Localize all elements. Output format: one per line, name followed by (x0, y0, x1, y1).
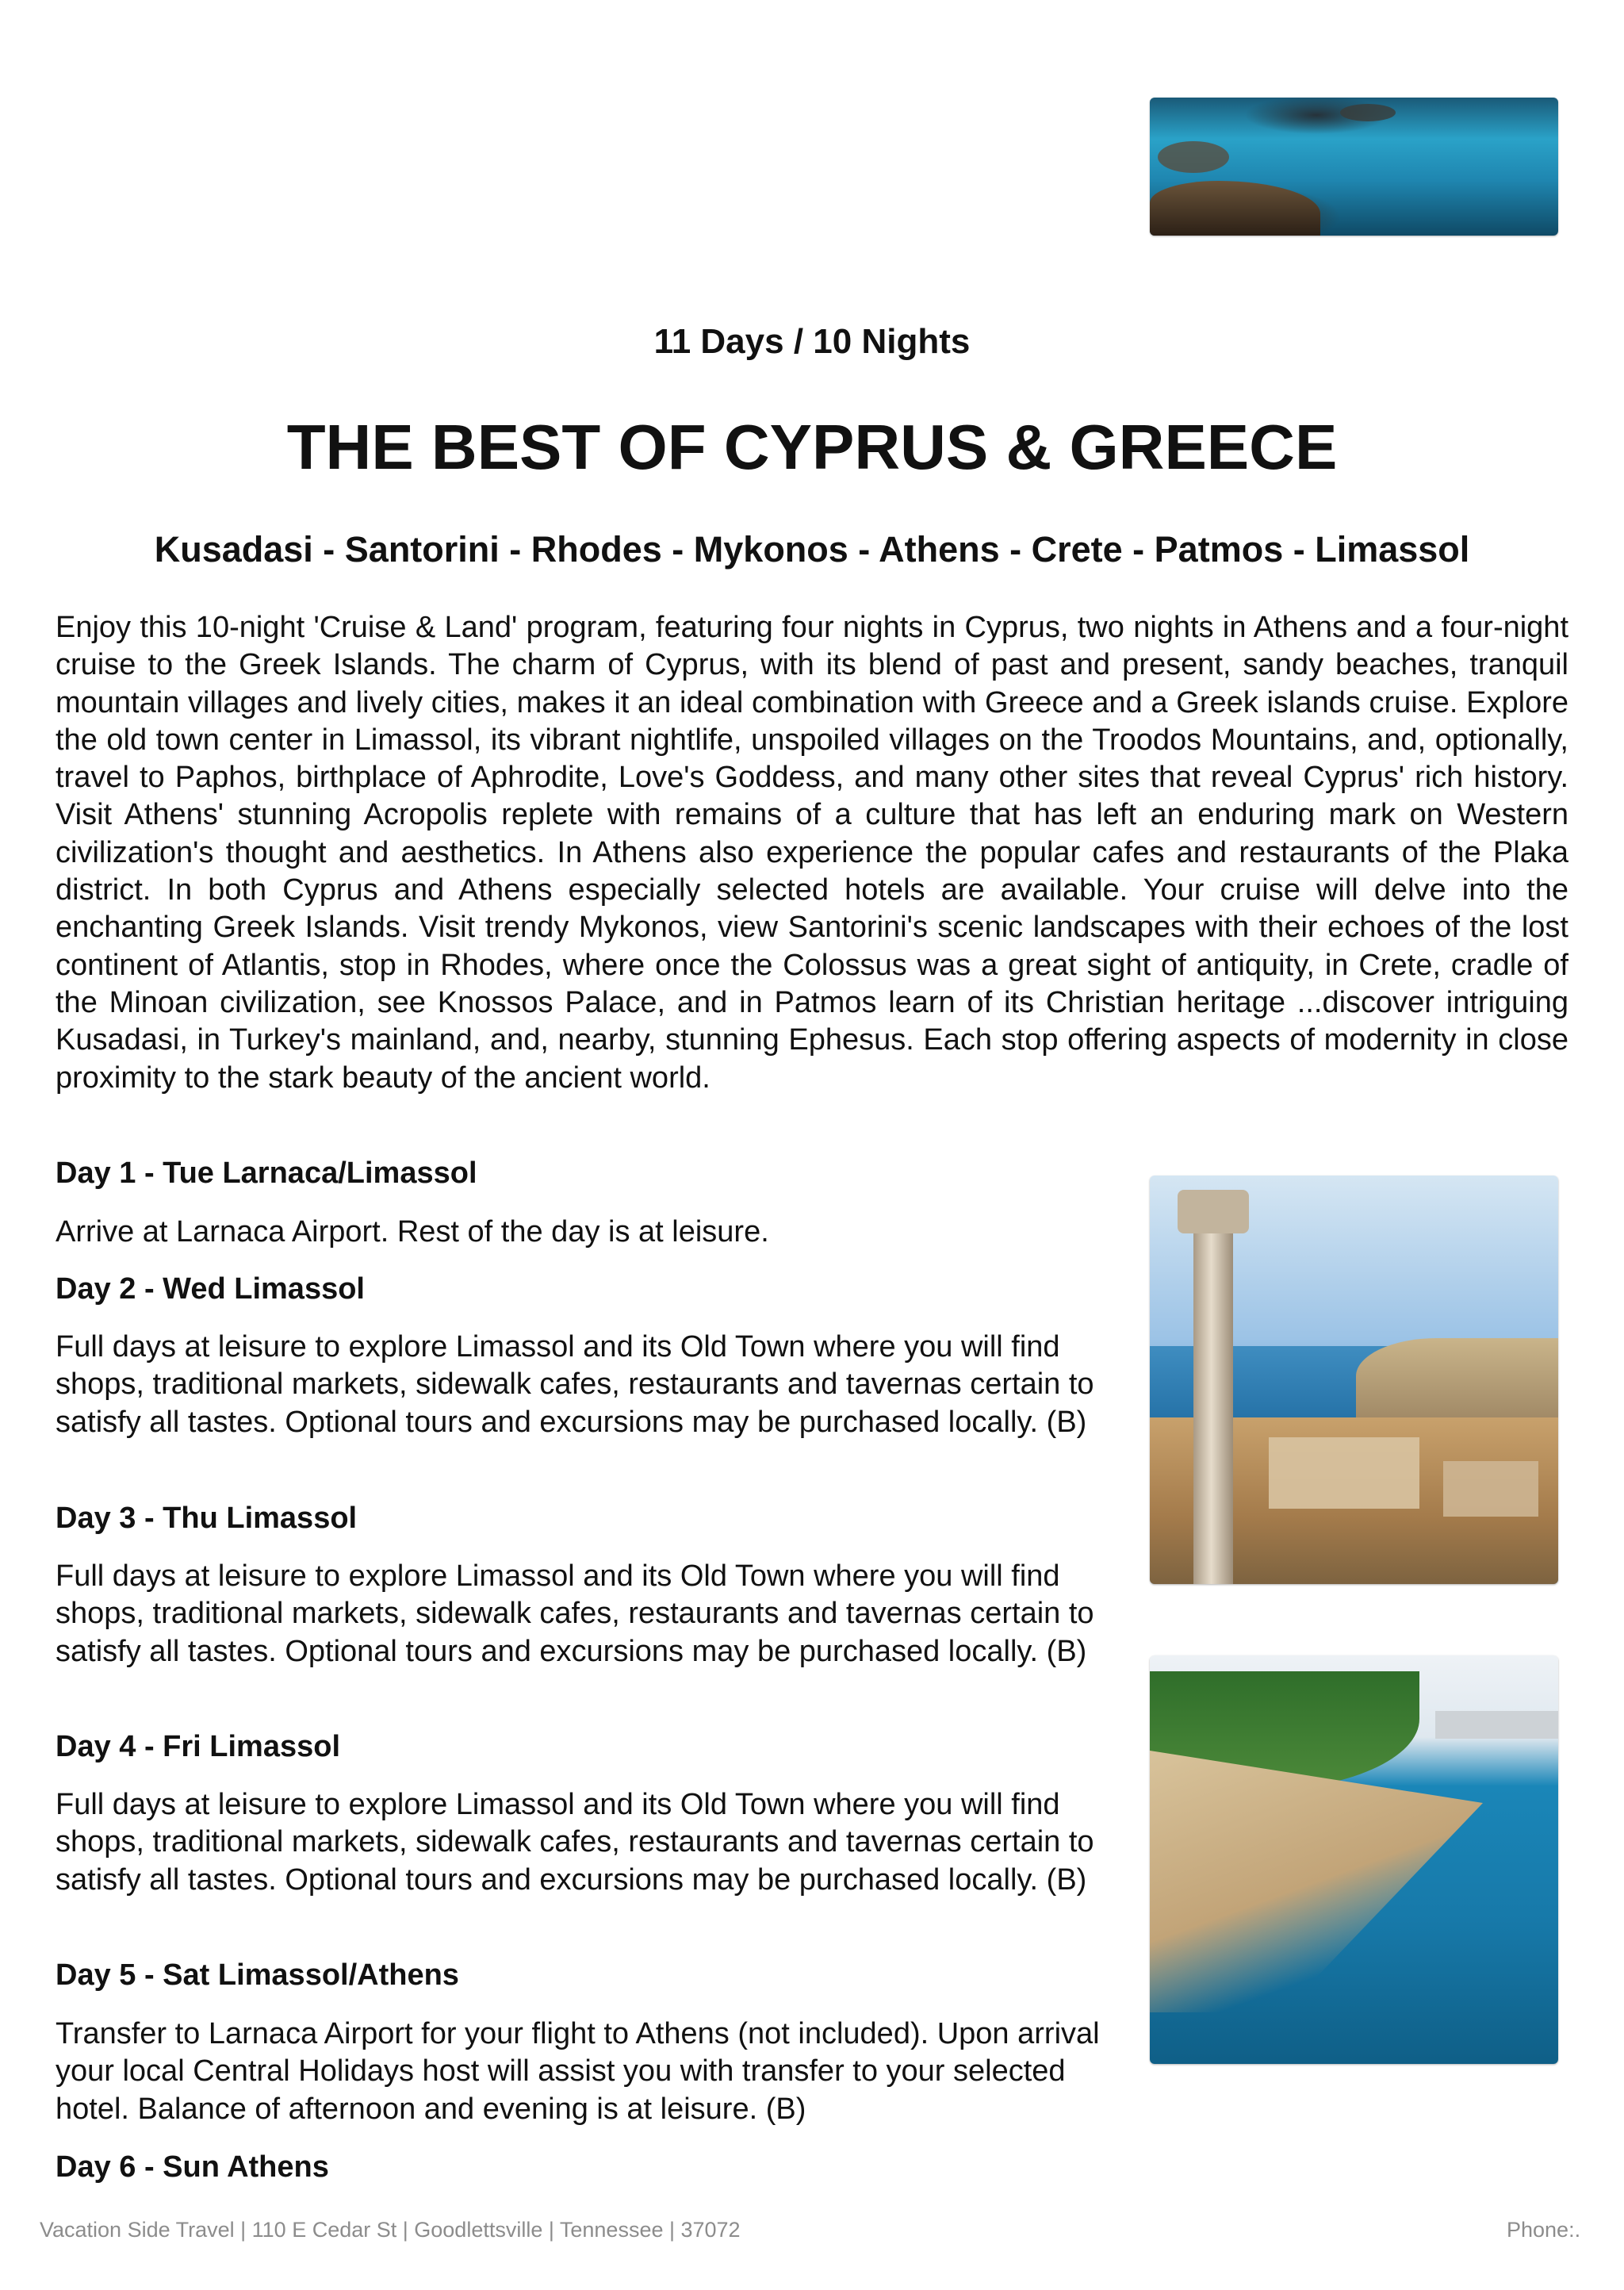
day-1-title: Day 1 - Tue Larnaca/Limassol (56, 1157, 477, 1190)
day-2-title: Day 2 - Wed Limassol (56, 1272, 365, 1306)
day-4-text: Full days at leisure to explore Limassol and its Old Town where you will find shops, traditional markets, sidewalk cafes, restaurants and tavernas certain to satisfy all tastes. Optional tours and excursions may be purchased locally. (B) (56, 1788, 1094, 1897)
route-subtitle: Kusadasi - Santorini - Rhodes - Mykonos - Athens - Crete - Patmos - Limassol (154, 529, 1470, 570)
day-3-title: Day 3 - Thu Limassol (56, 1502, 358, 1535)
day-1-text: Arrive at Larnaca Airport. Rest of the day is at leisure. (56, 1215, 769, 1249)
trip-duration: 11 Days / 10 Nights (653, 322, 971, 361)
intro-paragraph: Enjoy this 10-night 'Cruise & Land' program, featuring four nights in Cyprus, two nights in Athens and a four-night cruise to the Greek Islands. The charm of Cyprus, with its blend of past and present, sandy beaches, tranquil mountain villages and lively cities, makes it an ideal combination with Greece and a Greek islands cruise. Explore the old town center in Limassol, its vibrant nightlife, unspoiled villages on the Troodos Mountains, and, optionally, travel to Paphos, birthplace of Aphrodite, Love's Goddess, and many other sites that reveal Cyprus' rich history. Visit Athens' stunning Acropolis replete with remains of a culture that has left an enduring mark on Western civilization's thought and aesthetics. In Athens also experience the popular cafes and restaurants of the Plaka district. In both Cyprus and Athens especially selected hotels are available. Your cruise will delve into the enchanting Greek Islands. Visit trendy Mykonos, view Santorini's scenic landscapes with their echoes of the lost continent of Atlantis, stop in Rhodes, where once the Colossus was a great sight of antiquity, in Crete, cradle of the Minoan civilization, see Knossos Palace, and in Patmos learn of its Christian heritage ...discover intriguing Kusadasi, in Turkey's mainland, and, nearby, stunning Ephesus. Each stop offering aspects of modernity in close proximity to the stark beauty of the ancient world. (56, 611, 1568, 1095)
day-5-title: Day 5 - Sat Limassol/Athens (56, 1958, 459, 1992)
day-4-title: Day 4 - Fri Limassol (56, 1730, 341, 1763)
day-2-text: Full days at leisure to explore Limassol and its Old Town where you will find shops, traditional markets, sidewalk cafes, restaurants and tavernas certain to satisfy all tastes. Optional tours and excursions may be purchased locally. (B) (56, 1330, 1094, 1439)
day-3-text: Full days at leisure to explore Limassol and its Old Town where you will find shops, traditional markets, sidewalk cafes, restaurants and tavernas certain to satisfy all tastes. Optional tours and excursions may be purchased locally. (B) (56, 1559, 1094, 1668)
footer-agency-address: Vacation Side Travel | 110 E Cedar St | Goodlettsville | Tennessee | 37072 (40, 2218, 741, 2242)
header-photo-rocky-coast (1150, 98, 1558, 236)
day-5-text: Transfer to Larnaca Airport for your flight to Athens (not included). Upon arrival your local Central Holidays host will assist you with transfer to your selected hotel. Balance of afternoon and evening is at leisure. (B) (56, 2017, 1100, 2126)
day-6-title: Day 6 - Sun Athens (56, 2150, 329, 2184)
page-title: THE BEST OF CYPRUS & GREECE (286, 412, 1338, 482)
photo-limassol-coast (1150, 1655, 1558, 2064)
photo-column-ruins (1150, 1176, 1558, 1584)
footer-phone: Phone:. (1507, 2218, 1581, 2242)
